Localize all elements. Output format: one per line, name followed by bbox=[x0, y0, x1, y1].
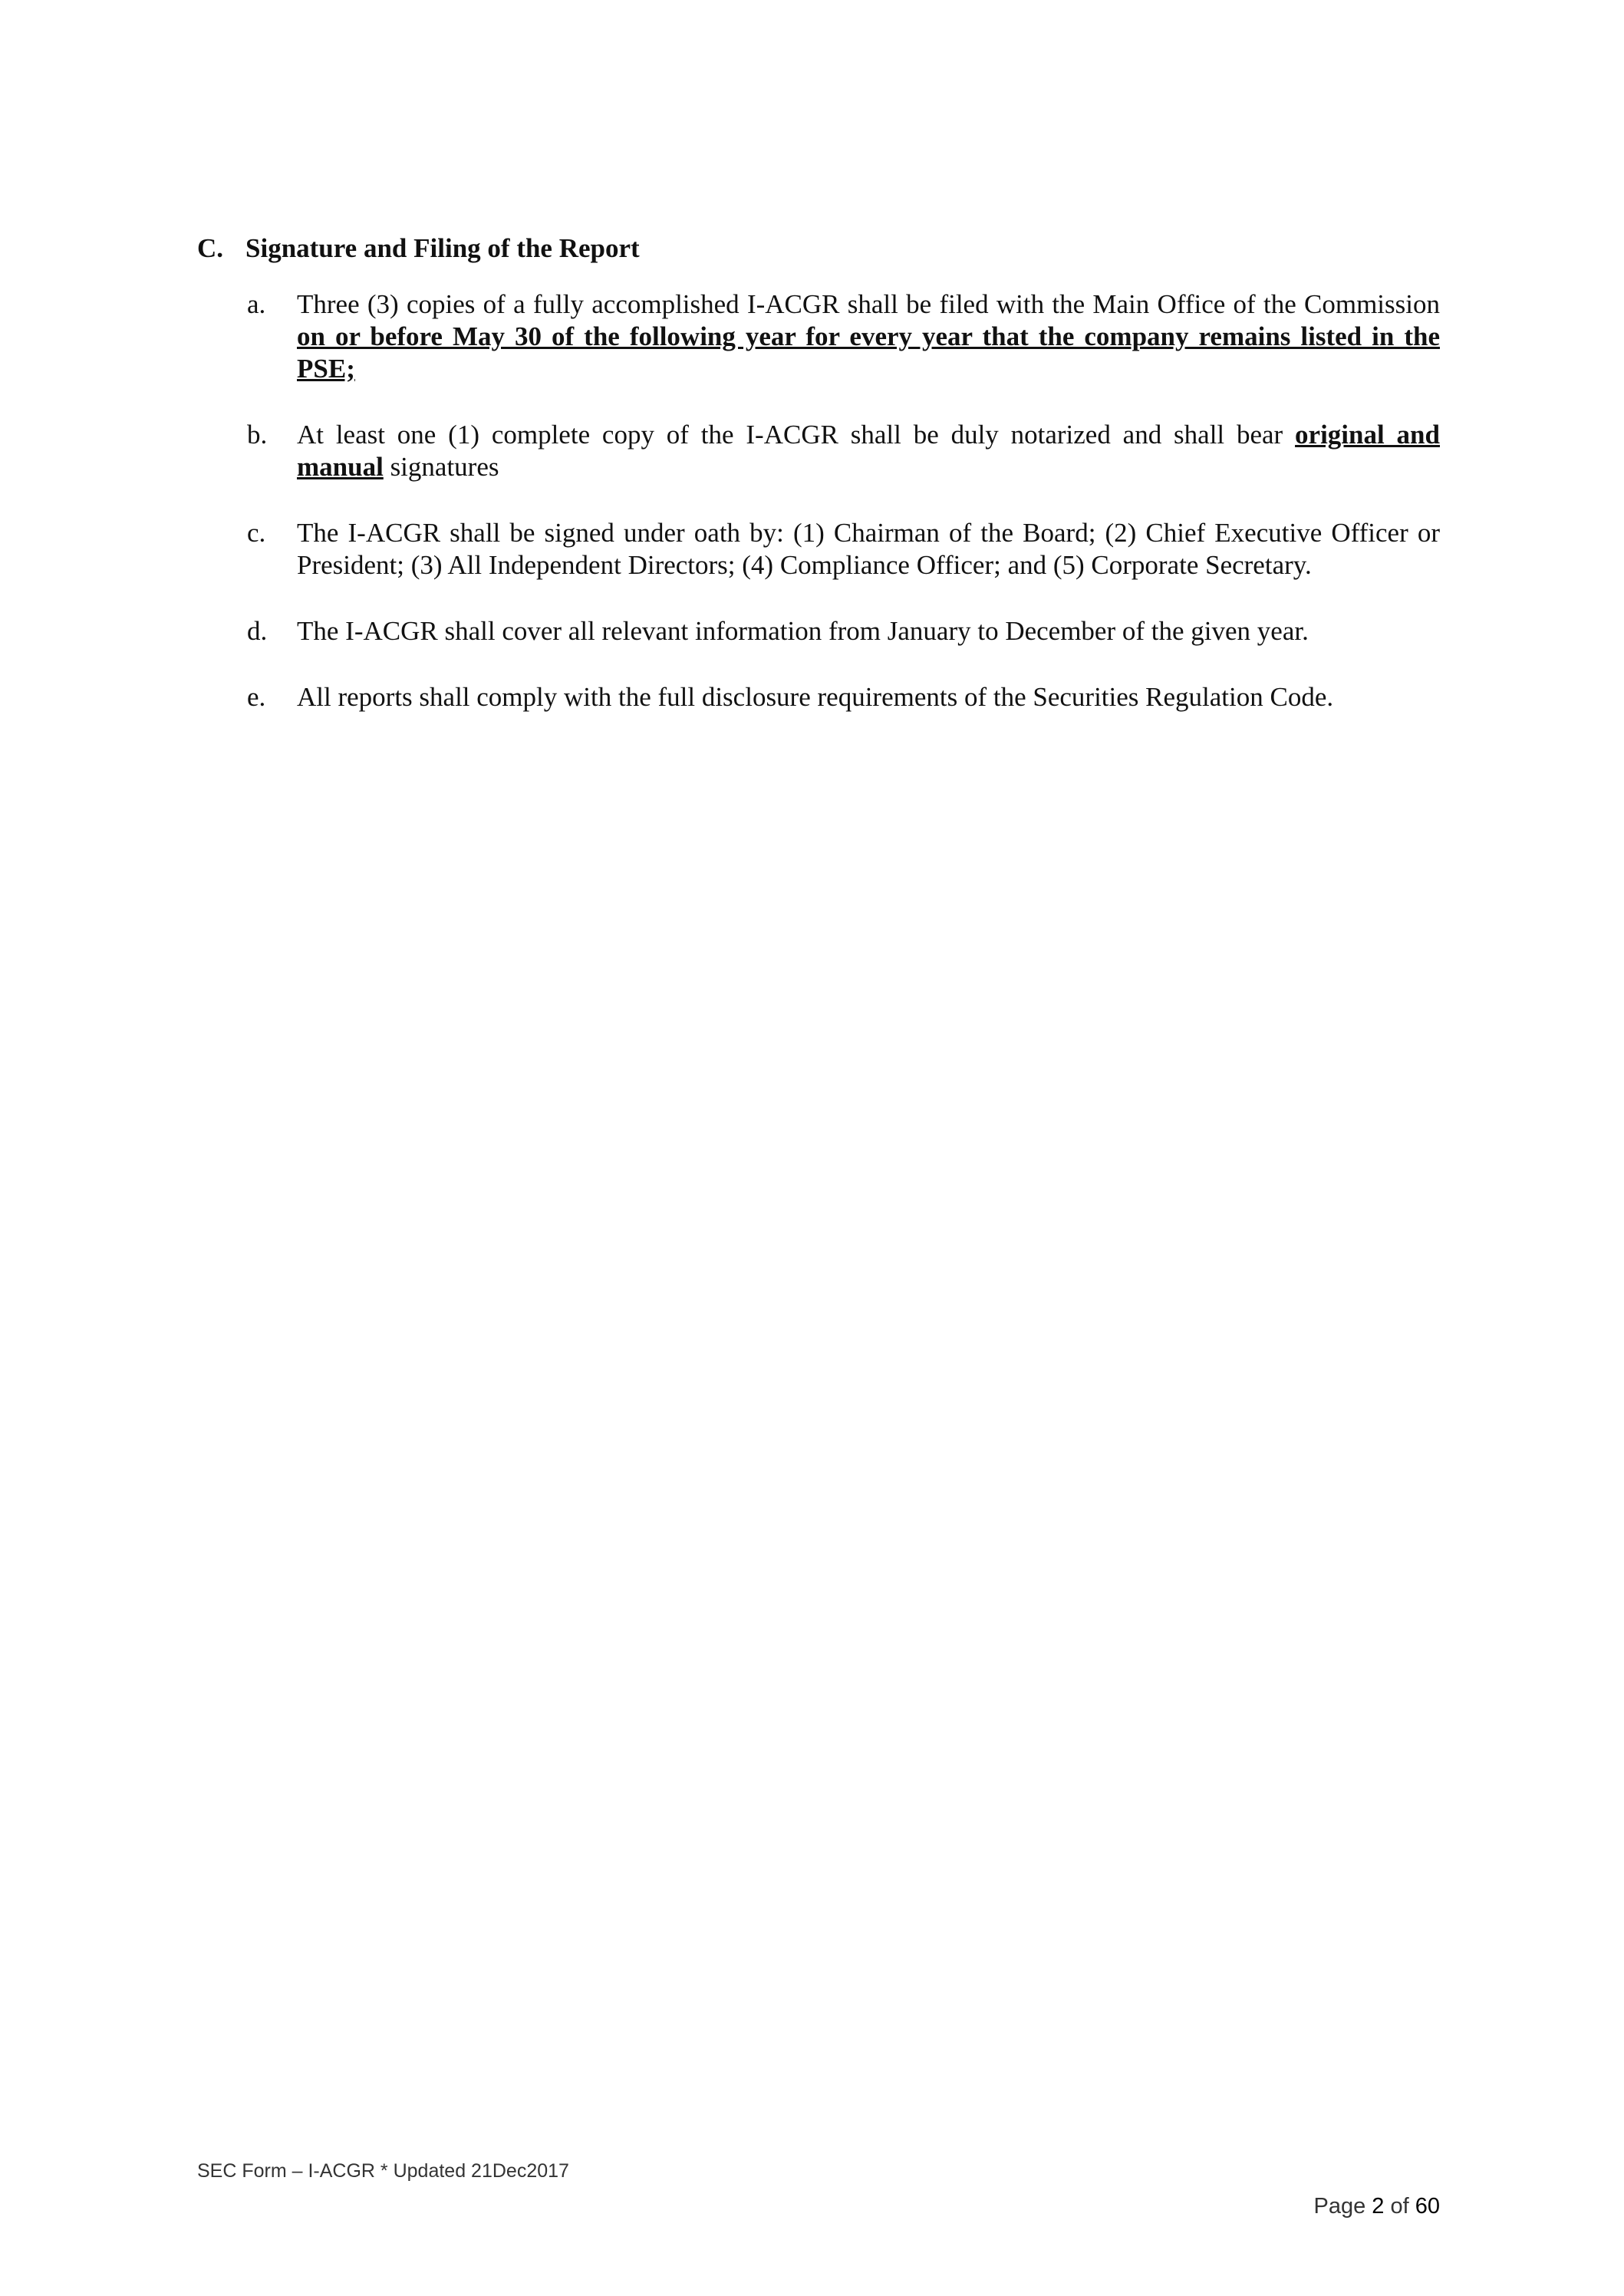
footer-form-label: SEC Form – I-ACGR * Updated 21Dec2017 bbox=[197, 2160, 569, 2182]
item-c-text: The I-ACGR shall be signed under oath by: (1) Chairman of the Board; (2) Chief Executive Officer or President; (3) All Independent Directors; (4) Compliance Officer; and (5) Corporate Secretary. bbox=[297, 518, 1440, 580]
section-letter: C. bbox=[197, 233, 224, 263]
list-item-d bbox=[197, 615, 1440, 647]
list-marker: b. bbox=[247, 420, 268, 450]
signature-filing-section bbox=[197, 230, 1440, 747]
list-marker: e. bbox=[247, 682, 266, 712]
list-marker: d. bbox=[247, 616, 268, 646]
section-title: Signature and Filing of the Report bbox=[245, 233, 640, 263]
page-separator: of bbox=[1384, 2194, 1415, 2219]
list-item-c bbox=[197, 517, 1440, 581]
page-prefix: Page bbox=[1313, 2194, 1372, 2219]
page-current: 2 bbox=[1372, 2194, 1385, 2219]
list-item-a bbox=[197, 288, 1440, 385]
page-number bbox=[1313, 2194, 1440, 2219]
page-total: 60 bbox=[1415, 2194, 1440, 2219]
item-b-text: At least one (1) complete copy of the I-ACGR shall be duly notarized and shall bear bbox=[297, 420, 1296, 450]
item-d-text: The I-ACGR shall cover all relevant information from January to December of the given year. bbox=[297, 616, 1309, 646]
item-a-text: Three (3) copies of a fully accomplished I-ACGR shall be filed with the Main Office of the Commission bbox=[297, 289, 1440, 319]
item-b-text-end: signatures bbox=[383, 452, 499, 482]
list-marker: a. bbox=[247, 289, 266, 319]
section-heading bbox=[197, 230, 1440, 267]
list-item-e bbox=[197, 681, 1440, 713]
item-a-deadline: on or before May 30 of the following year for every year that the company remains listed in the PSE; bbox=[297, 321, 1440, 384]
item-b-emphasis: original and manual bbox=[297, 420, 1440, 482]
list-marker: c. bbox=[247, 518, 266, 548]
item-e-text: All reports shall comply with the full disclosure requirements of the Securities Regulation Code. bbox=[297, 682, 1334, 712]
list-item-b bbox=[197, 419, 1440, 483]
